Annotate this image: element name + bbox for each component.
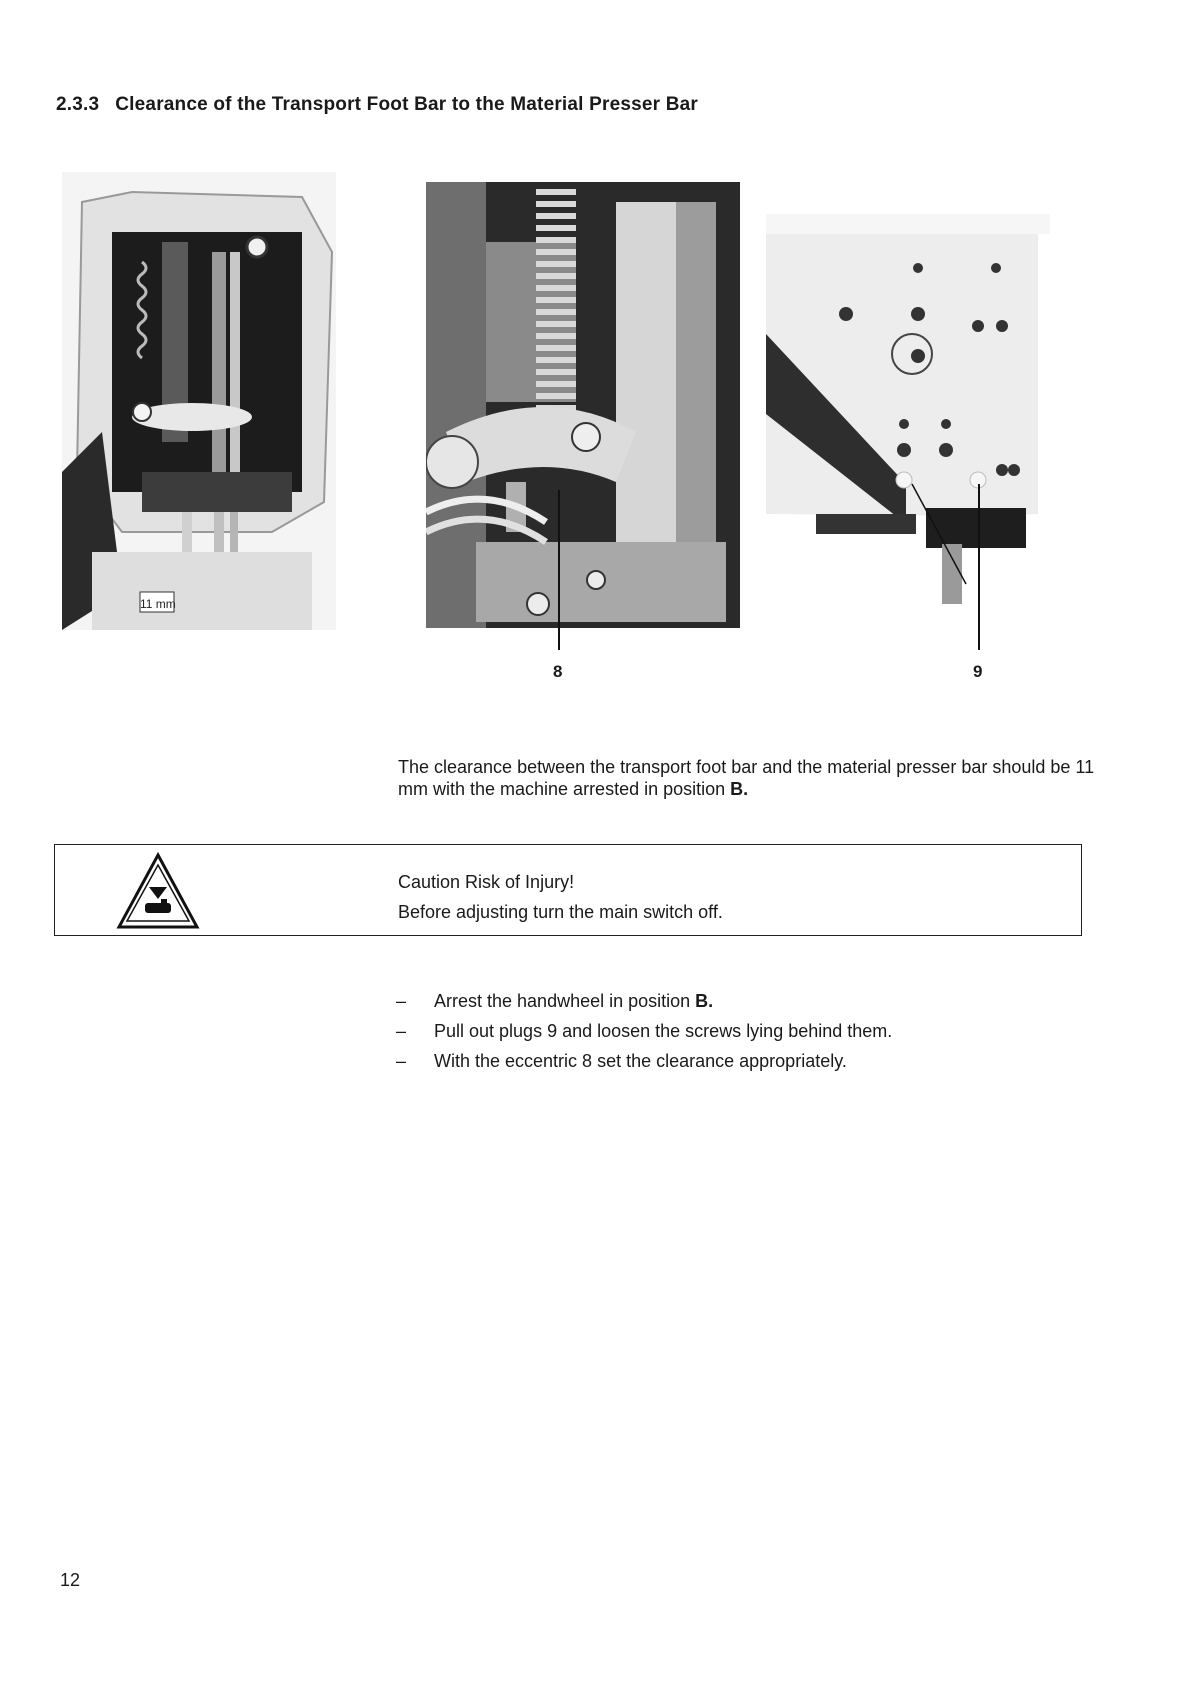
step-text: Pull out plugs 9 and loosen the screws lying behind them. bbox=[434, 1021, 893, 1041]
step-text: Arrest the handwheel in position bbox=[434, 991, 696, 1011]
procedure-steps bbox=[396, 986, 892, 1076]
caution-text-block bbox=[398, 867, 723, 927]
photo-left-machine-head bbox=[62, 172, 336, 630]
photo-middle-eccentric bbox=[426, 182, 740, 628]
list-item: – Pull out plugs 9 and loosen the screws lying behind them. bbox=[396, 1021, 893, 1041]
caution-title: Caution Risk of Injury! bbox=[398, 872, 575, 892]
page-number: 12 bbox=[60, 1570, 81, 1590]
callout-8-number: 8 bbox=[553, 662, 563, 681]
callout-9-number: 9 bbox=[973, 662, 983, 681]
callout-9-leader bbox=[978, 484, 980, 650]
hand-injury-warning-icon bbox=[115, 851, 201, 936]
step-bold: B. bbox=[695, 991, 714, 1011]
list-item: – Arrest the handwheel in position B. bbox=[396, 991, 714, 1011]
photo-right-arm-plugs bbox=[766, 214, 1050, 612]
clearance-paragraph bbox=[398, 756, 1098, 800]
section-heading bbox=[56, 94, 698, 116]
caution-box bbox=[54, 844, 1082, 936]
section-title: Clearance of the Transport Foot Bar to the Material Presser Bar bbox=[115, 94, 699, 115]
section-number: 2.3.3 bbox=[56, 94, 100, 115]
paragraph-text: The clearance between the transport foot bar and the material presser bar should be 11 mm with the machine arrested in position bbox=[398, 757, 1095, 799]
measurement-label: 11 mm bbox=[140, 597, 176, 611]
callout-8-leader bbox=[558, 490, 560, 650]
caution-instruction: Before adjusting turn the main switch off. bbox=[398, 902, 723, 922]
paragraph-bold: B. bbox=[730, 779, 749, 799]
list-item: – With the eccentric 8 set the clearance appropriately. bbox=[396, 1051, 847, 1071]
step-text: With the eccentric 8 set the clearance appropriately. bbox=[434, 1051, 847, 1071]
